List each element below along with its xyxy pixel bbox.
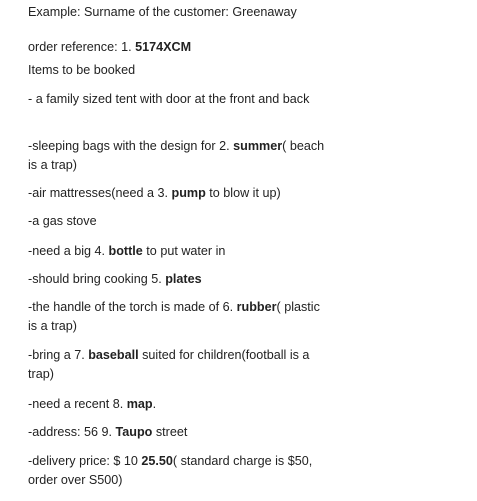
order-reference-line (28, 38, 191, 57)
sleeping-bags-line (28, 137, 328, 175)
answer-5: plates (165, 272, 202, 286)
text: . (152, 397, 157, 411)
text: ( standard charge is $50, order over S500) (28, 454, 313, 487)
text: -need a recent 8. (28, 397, 127, 411)
text: -the handle of the torch is made of 6. (28, 300, 237, 314)
answer-9: Taupo (115, 425, 153, 439)
baseball-line (28, 346, 328, 384)
text: -should bring cooking 5. (28, 272, 166, 286)
text: street (152, 425, 188, 439)
text: Example: Surname of the customer: Greenaway (28, 5, 297, 19)
text: -a gas stove (28, 214, 97, 228)
answer-2: summer (233, 139, 283, 153)
map-line (28, 395, 156, 414)
answer-10: 25.50 (141, 454, 173, 468)
text: -sleeping bags with the design for 2. (28, 139, 234, 153)
text: -address: 56 9. (28, 425, 116, 439)
text: -air mattresses(need a 3. (28, 186, 172, 200)
torch-line (28, 298, 328, 336)
example-line (28, 3, 297, 22)
answer-6: rubber (236, 300, 277, 314)
text: -delivery price: $ 10 (28, 454, 142, 468)
text: to put water in (142, 244, 226, 258)
text: - a family sized tent with door at the front and back (28, 92, 310, 106)
text: -need a big 4. (28, 244, 109, 258)
text: order reference: 1. (28, 40, 136, 54)
address-line (28, 423, 187, 442)
tent-line (28, 90, 328, 109)
text: suited for children(football is a trap) (28, 348, 310, 381)
items-heading (28, 61, 135, 80)
text: ( plastic is a trap) (28, 300, 320, 333)
plates-line (28, 270, 202, 289)
air-mattresses-line (28, 184, 281, 203)
answer-8: map (126, 397, 153, 411)
text: -bring a 7. (28, 348, 89, 362)
text: ( beach is a trap) (28, 139, 325, 172)
answer-3: pump (171, 186, 206, 200)
answer-1: 5174XCM (135, 40, 192, 54)
answer-4: bottle (108, 244, 143, 258)
answer-7: baseball (88, 348, 139, 362)
delivery-price-line (28, 452, 328, 490)
gas-stove-line (28, 212, 97, 231)
text: Items to be booked (28, 63, 136, 77)
text: to blow it up) (205, 186, 281, 200)
bottle-line (28, 242, 225, 261)
